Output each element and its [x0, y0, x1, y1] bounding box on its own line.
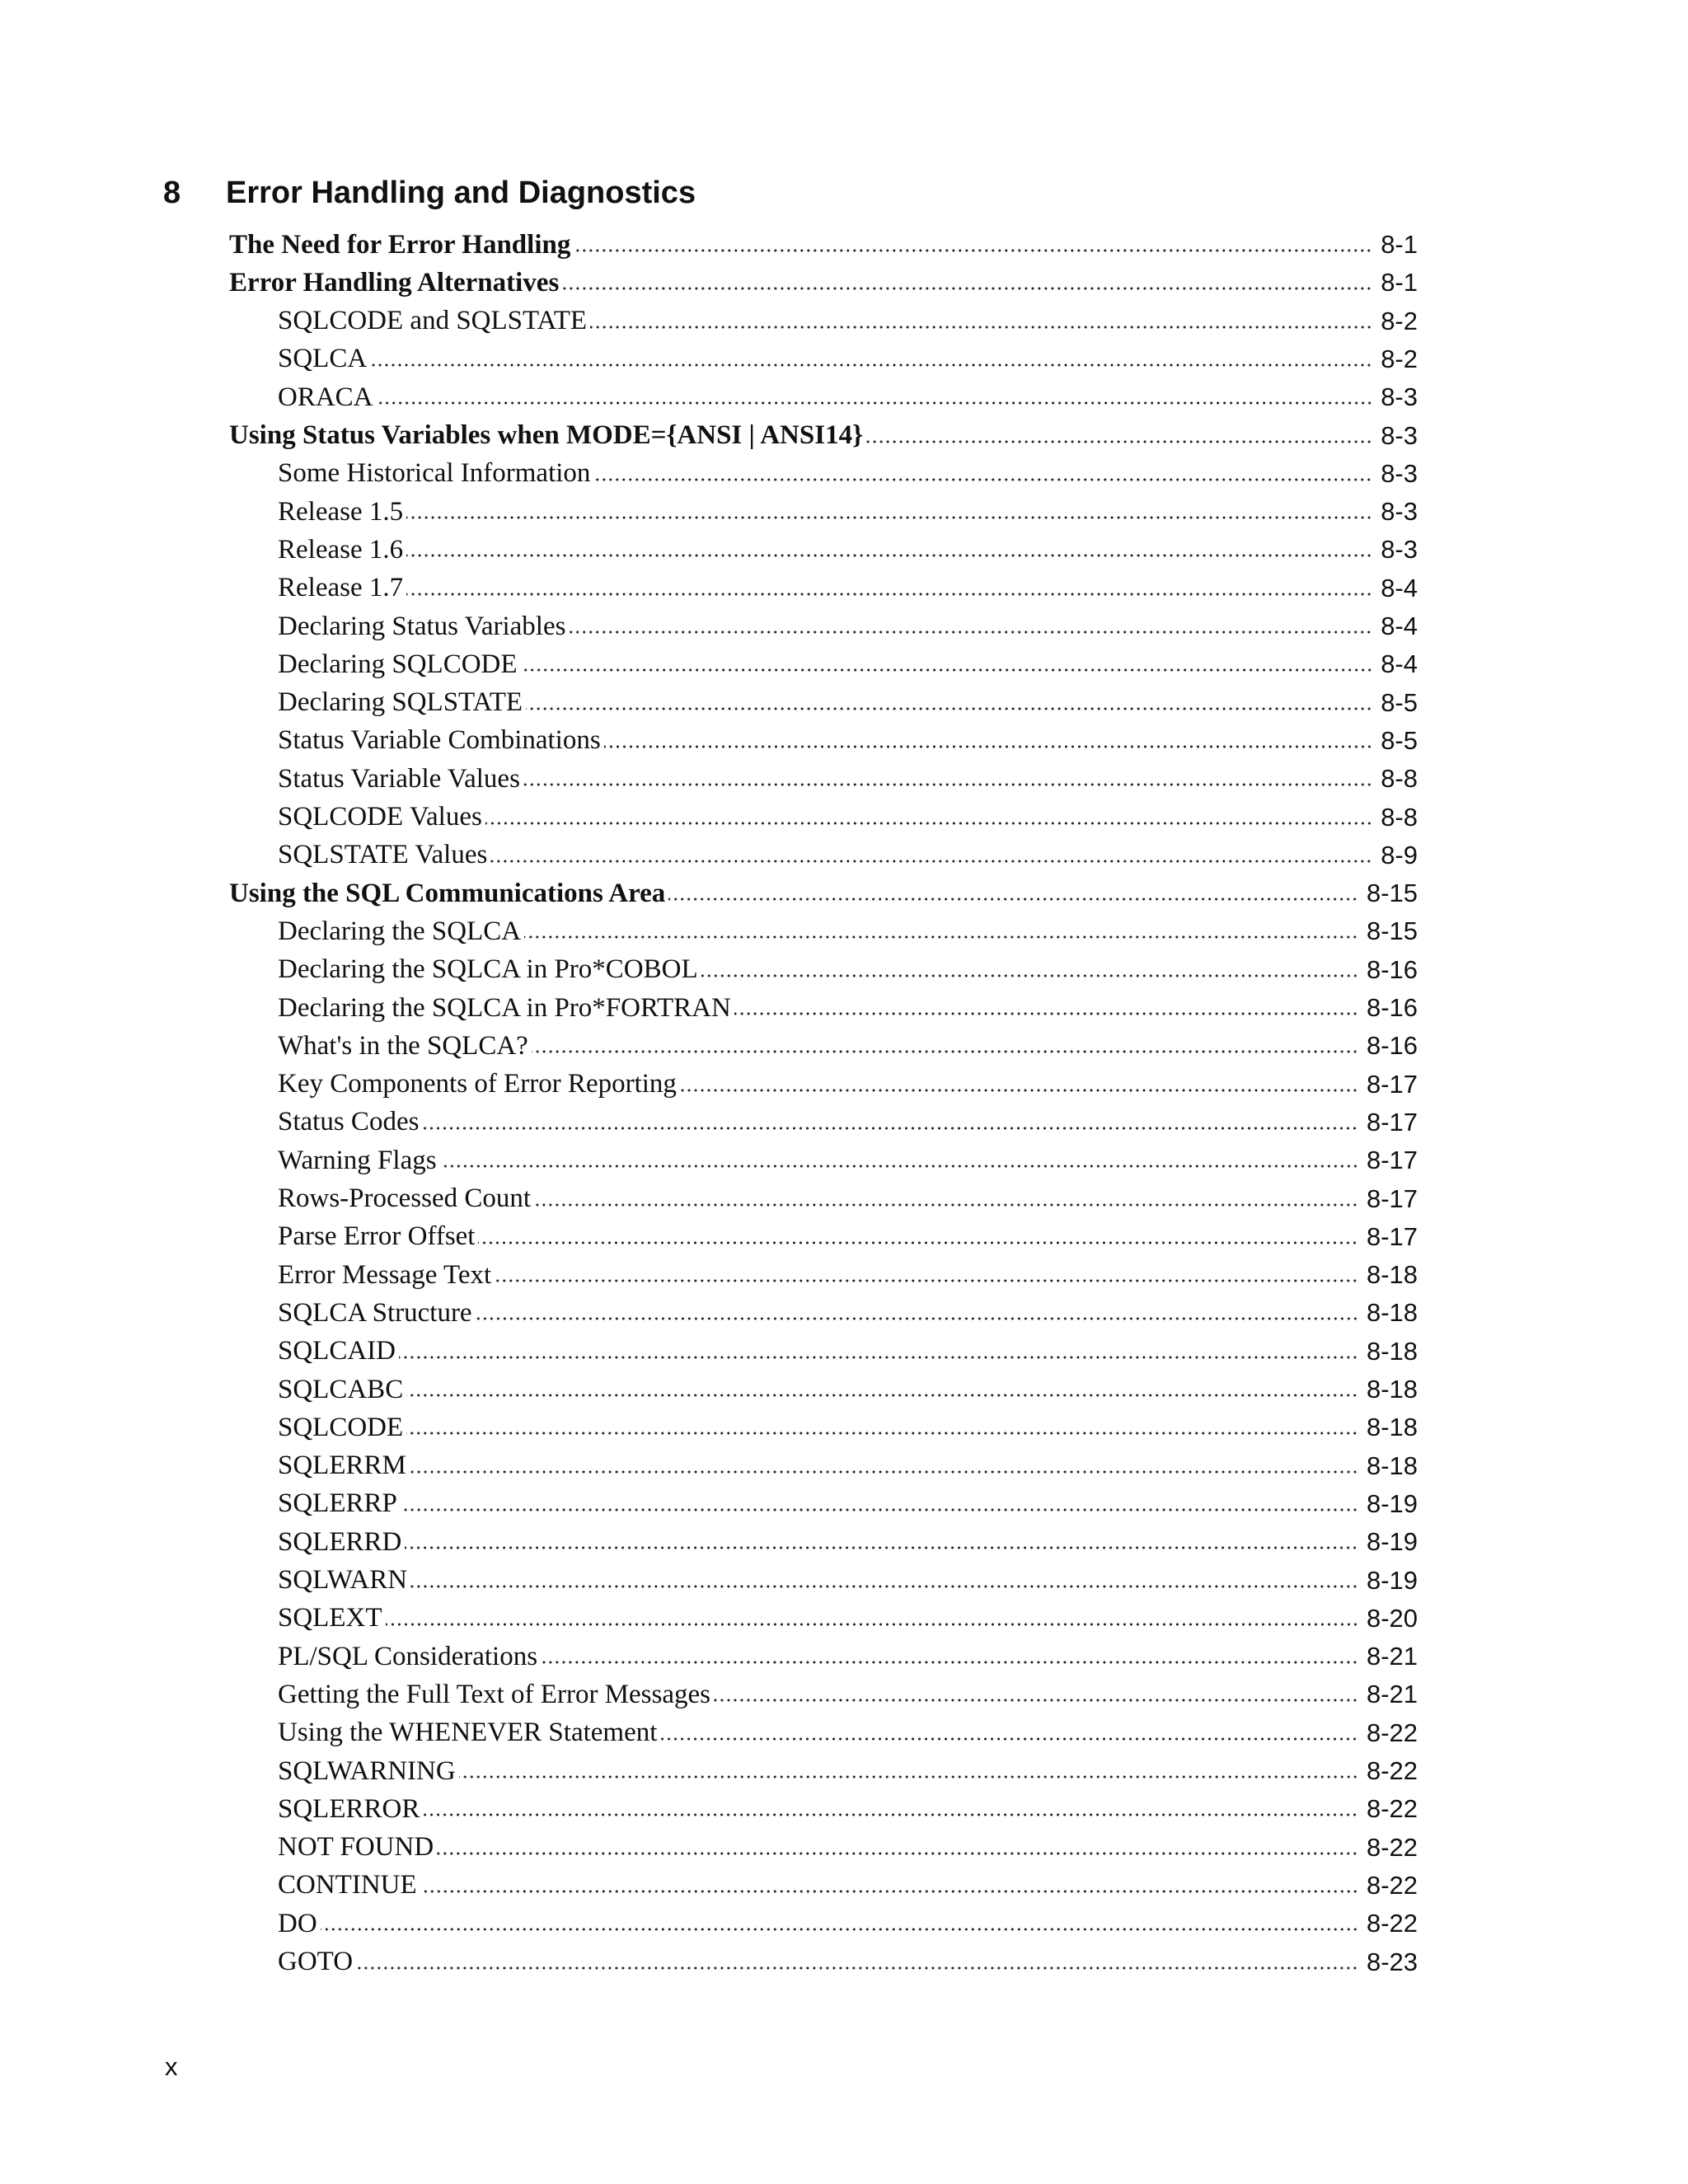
dot-leader — [526, 705, 1372, 712]
toc-entry-page: 8-18 — [1366, 1298, 1418, 1328]
dot-leader — [423, 1811, 1358, 1818]
toc-entry-page: 8-3 — [1381, 458, 1418, 488]
toc-entry-label: Error Handling Alternatives — [229, 267, 560, 298]
toc-entry[interactable] — [278, 531, 1418, 569]
toc-entry[interactable] — [278, 1485, 1418, 1523]
toc-entry[interactable] — [278, 1256, 1418, 1294]
toc-entry-page: 8-9 — [1381, 840, 1418, 869]
toc-entry[interactable] — [278, 1066, 1418, 1104]
toc-entry[interactable] — [278, 1943, 1418, 1981]
dot-leader — [660, 1736, 1358, 1742]
toc-entry-page: 8-3 — [1381, 535, 1418, 565]
dot-leader — [495, 1277, 1358, 1284]
toc-entry-label: SQLWARNING — [278, 1755, 456, 1786]
toc-entry-label: Declaring the SQLCA in Pro*COBOL — [278, 954, 698, 985]
toc-entry-label: SQLERRD — [278, 1526, 402, 1557]
toc-entry-page: 8-17 — [1366, 1221, 1418, 1251]
dot-leader — [459, 1774, 1358, 1780]
dot-leader — [866, 438, 1372, 445]
toc-entry-label: Parse Error Offset — [278, 1221, 476, 1252]
toc-entry[interactable] — [278, 1408, 1418, 1446]
toc-entry[interactable] — [278, 684, 1418, 722]
toc-entry[interactable] — [229, 874, 1418, 912]
dot-leader — [524, 934, 1358, 940]
toc-entry-label: Status Variable Values — [278, 763, 520, 794]
toc-entry-page: 8-8 — [1381, 764, 1418, 794]
toc-entry-page: 8-15 — [1366, 916, 1418, 946]
toc-entry-label: The Need for Error Handling — [229, 229, 571, 260]
toc-entry[interactable] — [229, 226, 1418, 264]
toc-entry-label: Using Status Variables when MODE={ANSI | ANSI14} — [229, 420, 864, 450]
dot-leader — [440, 1163, 1358, 1169]
toc-entry[interactable] — [278, 569, 1418, 607]
chapter-number: 8 — [163, 175, 181, 210]
toc-entry-label: DO — [278, 1908, 317, 1938]
toc-entry-label: Using the SQL Communications Area — [229, 878, 666, 908]
toc-entry-label: Declaring the SQLCA in Pro*FORTRAN — [278, 992, 731, 1023]
toc-entry[interactable] — [278, 455, 1418, 493]
dot-leader — [485, 820, 1372, 827]
toc-entry-page: 8-5 — [1381, 725, 1418, 755]
toc-entry[interactable] — [278, 1104, 1418, 1141]
toc-entry-label: SQLERRM — [278, 1451, 406, 1481]
toc-entry[interactable] — [278, 760, 1418, 798]
toc-entry-page: 8-19 — [1366, 1527, 1418, 1557]
toc-entry-label: Release 1.6 — [278, 534, 404, 565]
toc-entry-page: 8-18 — [1366, 1413, 1418, 1442]
toc-entry-page: 8-1 — [1381, 268, 1418, 298]
toc-entry-page: 8-22 — [1366, 1718, 1418, 1747]
dot-leader — [321, 1926, 1358, 1933]
toc-entry[interactable] — [278, 1714, 1418, 1752]
dot-leader — [532, 1048, 1358, 1055]
toc-entry[interactable] — [278, 340, 1418, 378]
dot-leader — [406, 1392, 1358, 1399]
toc-entry[interactable] — [278, 837, 1418, 874]
toc-entry-label: Some Historical Information — [278, 458, 591, 489]
dot-leader — [604, 743, 1372, 750]
toc-entry-label: Release 1.5 — [278, 496, 404, 527]
dot-leader — [422, 1125, 1358, 1132]
dot-leader — [523, 781, 1372, 788]
dot-leader — [386, 1621, 1358, 1628]
toc-entry-label: Declaring SQLCODE — [278, 649, 518, 679]
toc-entry-page: 8-3 — [1381, 420, 1418, 450]
toc-entry[interactable] — [278, 1600, 1418, 1638]
dot-leader — [437, 1850, 1358, 1857]
dot-leader — [405, 1544, 1358, 1551]
toc-entry-page: 8-18 — [1366, 1375, 1418, 1404]
dot-leader — [356, 1965, 1358, 1971]
dot-leader — [734, 1010, 1358, 1017]
dot-leader — [701, 972, 1358, 979]
toc-entry[interactable] — [278, 1218, 1418, 1256]
toc-entry-page: 8-5 — [1381, 687, 1418, 717]
dot-leader — [574, 247, 1372, 254]
toc-entry-label: SQLERROR — [278, 1793, 420, 1824]
toc-entry[interactable] — [278, 1562, 1418, 1600]
toc-entry[interactable] — [229, 264, 1418, 302]
toc-entry-page: 8-20 — [1366, 1603, 1418, 1633]
dot-leader — [476, 1315, 1358, 1322]
toc-entry-label: ORACA — [278, 382, 373, 412]
toc-entry[interactable] — [229, 417, 1418, 455]
toc-entry-page: 8-21 — [1366, 1642, 1418, 1671]
toc-entry-page: 8-4 — [1381, 612, 1418, 640]
toc-entry-label: Declaring the SQLCA — [278, 916, 522, 946]
toc-entry-page: 8-17 — [1366, 1107, 1418, 1137]
toc-entry[interactable] — [278, 1829, 1418, 1867]
toc-entry-page: 8-18 — [1366, 1260, 1418, 1290]
dot-leader — [714, 1697, 1358, 1704]
toc-entry-page: 8-3 — [1381, 382, 1418, 412]
toc-entry-label: NOT FOUND — [278, 1832, 434, 1863]
toc-entry-label: Getting the Full Text of Error Messages — [278, 1679, 710, 1709]
toc-entry[interactable] — [278, 1638, 1418, 1675]
dot-leader — [406, 514, 1372, 521]
toc-entry-page: 8-17 — [1366, 1146, 1418, 1175]
toc-entry[interactable] — [278, 1523, 1418, 1561]
toc-entry-label: What's in the SQLCA? — [278, 1030, 528, 1061]
toc-entry-page: 8-17 — [1366, 1069, 1418, 1099]
dot-leader — [377, 400, 1373, 406]
toc-entry-page: 8-8 — [1381, 802, 1418, 832]
toc-entry-page: 8-17 — [1366, 1183, 1418, 1213]
toc-entry-page: 8-1 — [1381, 230, 1418, 259]
dot-leader — [406, 1430, 1358, 1436]
dot-leader — [680, 1087, 1358, 1094]
dot-leader — [410, 1469, 1358, 1475]
toc-entry-label: Status Variable Combinations — [278, 725, 601, 756]
toc-entry-label: Error Message Text — [278, 1259, 492, 1290]
toc-entry[interactable] — [278, 912, 1418, 950]
toc-entry-page: 8-19 — [1366, 1488, 1418, 1518]
toc-entry-page: 8-18 — [1366, 1451, 1418, 1480]
toc-entry[interactable] — [278, 302, 1418, 340]
toc-entry-label: SQLCA — [278, 344, 368, 374]
toc-entry-label: Rows-Processed Count — [278, 1183, 532, 1213]
toc-entry-page: 8-16 — [1366, 993, 1418, 1022]
dot-leader — [521, 667, 1373, 673]
toc-entry[interactable] — [278, 1867, 1418, 1905]
toc-entry-label: SQLWARN — [278, 1565, 408, 1595]
page-number: x — [165, 2052, 178, 2081]
toc-entry[interactable] — [278, 951, 1418, 989]
dot-leader — [590, 324, 1372, 330]
toc-entry-label: PL/SQL Considerations — [278, 1641, 538, 1671]
dot-leader — [401, 1507, 1358, 1513]
toc-entry[interactable] — [278, 1027, 1418, 1065]
toc-entry[interactable] — [278, 1447, 1418, 1485]
toc-entry-page: 8-22 — [1366, 1909, 1418, 1938]
toc-entry-page: 8-22 — [1366, 1870, 1418, 1900]
toc-entry-page: 8-19 — [1366, 1565, 1418, 1595]
toc-entry-label: GOTO — [278, 1947, 354, 1976]
toc-entry-page: 8-22 — [1366, 1832, 1418, 1862]
toc-entry-page: 8-16 — [1366, 1031, 1418, 1061]
toc-entry-label: Warning Flags — [278, 1145, 437, 1175]
toc-entry-label: SQLCODE — [278, 1412, 404, 1442]
toc-entry-label: SQLCAID — [278, 1336, 396, 1366]
toc-entry[interactable] — [278, 645, 1418, 683]
dot-leader — [399, 1354, 1358, 1361]
dot-leader — [569, 629, 1372, 635]
dot-leader — [478, 1240, 1357, 1246]
dot-leader — [420, 1888, 1358, 1895]
toc-entry-label: Release 1.7 — [278, 573, 404, 603]
toc-entry-label: SQLEXT — [278, 1603, 382, 1633]
toc-entry-page: 8-16 — [1366, 954, 1418, 984]
toc-entry[interactable] — [278, 722, 1418, 760]
dot-leader — [534, 1202, 1358, 1208]
toc-entry[interactable] — [278, 1790, 1418, 1828]
toc-entry[interactable] — [278, 378, 1418, 416]
toc-entry[interactable] — [278, 1180, 1418, 1218]
toc-entry-label: Declaring Status Variables — [278, 611, 566, 641]
toc-entry-page: 8-23 — [1366, 1947, 1418, 1976]
dot-leader — [406, 591, 1372, 598]
dot-leader — [490, 858, 1372, 865]
toc-entry-page: 8-4 — [1381, 573, 1418, 602]
toc-entry-label: Status Codes — [278, 1107, 420, 1137]
dot-leader — [541, 1659, 1358, 1666]
toc-entry-label: CONTINUE — [278, 1870, 417, 1900]
dot-leader — [562, 285, 1372, 292]
toc-entry-label: SQLSTATE Values — [278, 840, 488, 870]
dot-leader — [668, 896, 1358, 902]
toc-entry-page: 8-15 — [1366, 879, 1418, 908]
toc-entry-page: 8-18 — [1366, 1336, 1418, 1366]
toc-entry-label: SQLCABC — [278, 1374, 404, 1404]
toc-entry-label: SQLERRP — [278, 1488, 397, 1519]
toc-entry-page: 8-2 — [1381, 344, 1418, 373]
toc-entry[interactable] — [278, 1333, 1418, 1371]
dot-leader — [370, 362, 1372, 368]
toc-entry[interactable] — [278, 989, 1418, 1027]
chapter-title: Error Handling and Diagnostics — [226, 175, 696, 210]
dot-leader — [593, 476, 1372, 483]
toc-entry-page: 8-21 — [1366, 1680, 1418, 1709]
toc-entry[interactable] — [278, 799, 1418, 837]
toc-entry-page: 8-22 — [1366, 1756, 1418, 1785]
toc-entry-page: 8-3 — [1381, 497, 1418, 527]
toc-entry[interactable] — [278, 1905, 1418, 1943]
toc-entry-label: SQLCODE Values — [278, 802, 482, 832]
toc-entry[interactable] — [278, 1752, 1418, 1790]
toc-entry-label: SQLCODE and SQLSTATE — [278, 306, 588, 336]
toc-entry[interactable] — [278, 1675, 1418, 1713]
dot-leader — [406, 552, 1372, 559]
toc-entry-label: SQLCA Structure — [278, 1297, 472, 1328]
toc-entry-page: 8-2 — [1381, 306, 1418, 335]
toc-entry[interactable] — [278, 1141, 1418, 1179]
toc-entry[interactable] — [278, 607, 1418, 645]
toc-entry-page: 8-22 — [1366, 1794, 1418, 1824]
toc-entry-label: Using the WHENEVER Statement — [278, 1718, 658, 1748]
toc-entry-label: Key Components of Error Reporting — [278, 1069, 677, 1099]
toc-entry[interactable] — [278, 1371, 1418, 1408]
toc-entry[interactable] — [278, 1294, 1418, 1332]
dot-leader — [410, 1583, 1358, 1590]
toc-entry-page: 8-4 — [1381, 649, 1418, 679]
toc-entry[interactable] — [278, 493, 1418, 531]
chapter-heading — [163, 170, 696, 216]
toc-entry-label: Declaring SQLSTATE — [278, 687, 523, 718]
